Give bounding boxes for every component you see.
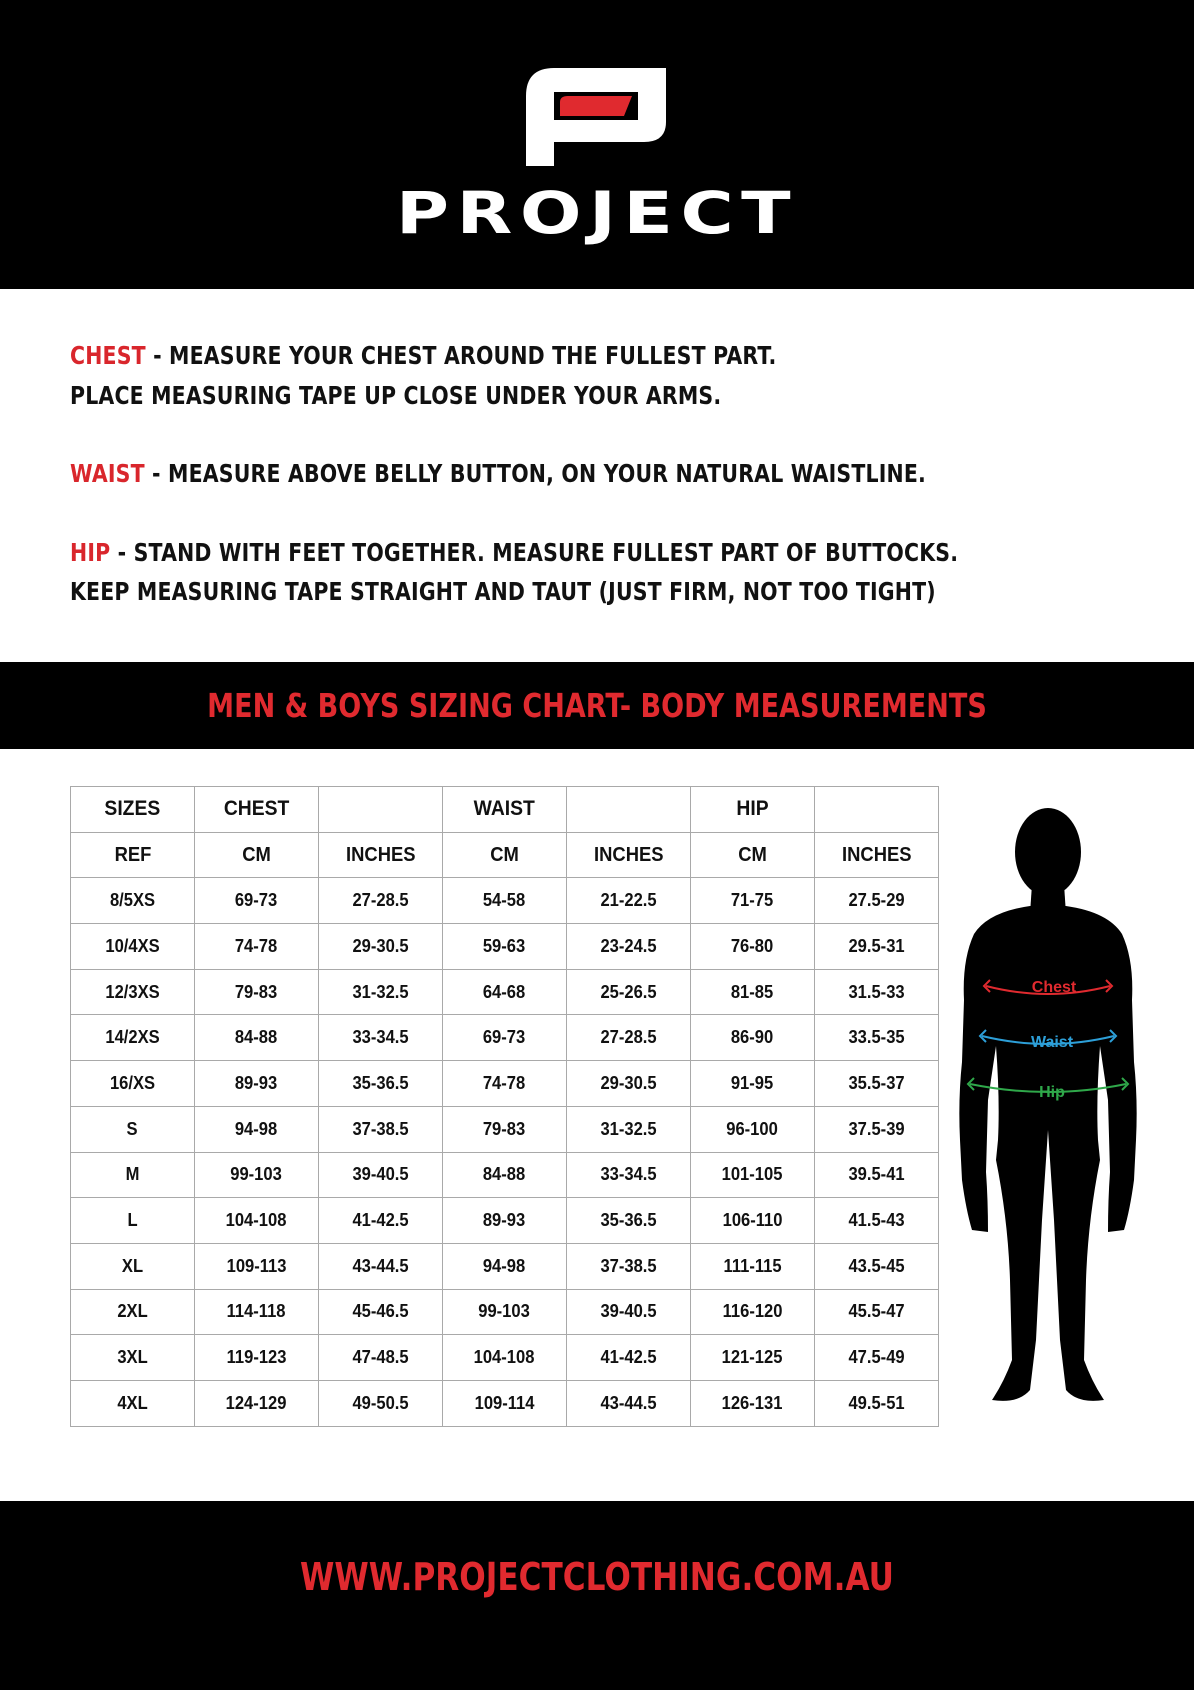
project-logo-icon — [520, 62, 672, 166]
cell-hip-cm: 111-115 — [691, 1243, 815, 1289]
cell-hip-inches: 49.5-51 — [815, 1380, 939, 1426]
cell-size: SIZES — [71, 787, 195, 833]
waist-instruction — [70, 454, 939, 494]
cell-size: XL — [71, 1243, 195, 1289]
cell-chest-cm: 124-129 — [195, 1380, 319, 1426]
cell-chest-cm: 89-93 — [195, 1061, 319, 1107]
cell-chest-cm: 109-113 — [195, 1243, 319, 1289]
cell-waist-inches: 31-32.5 — [567, 1106, 691, 1152]
cell-hip-cm: CM — [691, 832, 815, 878]
cell-hip-inches: 47.5-49 — [815, 1335, 939, 1381]
cell-hip-cm: 101-105 — [691, 1152, 815, 1198]
cell-chest-inches: 41-42.5 — [319, 1198, 443, 1244]
table-row — [71, 1335, 939, 1381]
cell-chest-inches: 27-28.5 — [319, 878, 443, 924]
hip-instruction-line2: KEEP MEASURING TAPE STRAIGHT AND TAUT (JUST FIRM, NOT TOO TIGHT) — [70, 577, 936, 606]
table-row — [71, 1243, 939, 1289]
table-row — [71, 1289, 939, 1335]
cell-chest-inches — [319, 787, 443, 833]
cell-size: L — [71, 1198, 195, 1244]
cell-hip-inches — [815, 787, 939, 833]
cell-hip-cm: 76-80 — [691, 924, 815, 970]
cell-chest-cm: 99-103 — [195, 1152, 319, 1198]
cell-waist-inches: 41-42.5 — [567, 1335, 691, 1381]
cell-hip-cm: 121-125 — [691, 1335, 815, 1381]
table-row — [71, 1152, 939, 1198]
cell-hip-cm: 106-110 — [691, 1198, 815, 1244]
cell-size: 16/XS — [71, 1061, 195, 1107]
figure-head — [1015, 808, 1081, 896]
cell-waist-inches: 33-34.5 — [567, 1152, 691, 1198]
measurement-instructions — [70, 336, 959, 612]
cell-size: 2XL — [71, 1289, 195, 1335]
cell-waist-cm: 109-114 — [443, 1380, 567, 1426]
chart-title-band — [0, 662, 1194, 749]
table-row — [71, 1198, 939, 1244]
table-row — [71, 1015, 939, 1061]
waist-term: WAIST — [70, 459, 145, 488]
cell-chest-cm: 79-83 — [195, 969, 319, 1015]
cell-waist-cm: 104-108 — [443, 1335, 567, 1381]
table-row — [71, 1106, 939, 1152]
cell-size: REF — [71, 832, 195, 878]
cell-chest-cm: 74-78 — [195, 924, 319, 970]
cell-waist-cm: WAIST — [443, 787, 567, 833]
cell-waist-cm: 54-58 — [443, 878, 567, 924]
cell-chest-cm: 94-98 — [195, 1106, 319, 1152]
cell-size: M — [71, 1152, 195, 1198]
cell-chest-cm: 69-73 — [195, 878, 319, 924]
cell-waist-inches: 25-26.5 — [567, 969, 691, 1015]
cell-hip-inches: 45.5-47 — [815, 1289, 939, 1335]
cell-hip-cm: 81-85 — [691, 969, 815, 1015]
hip-instruction — [70, 533, 959, 573]
hip-label: Hip — [1039, 1084, 1065, 1101]
cell-hip-inches: INCHES — [815, 832, 939, 878]
cell-hip-cm: 91-95 — [691, 1061, 815, 1107]
table-row — [71, 878, 939, 924]
cell-waist-inches: 23-24.5 — [567, 924, 691, 970]
chest-instruction-line2: PLACE MEASURING TAPE UP CLOSE UNDER YOUR ARMS. — [70, 380, 722, 410]
cell-waist-cm: 99-103 — [443, 1289, 567, 1335]
brand-wordmark: PROJECT — [395, 179, 799, 247]
cell-waist-inches: 37-38.5 — [567, 1243, 691, 1289]
cell-waist-inches: 27-28.5 — [567, 1015, 691, 1061]
hip-term: HIP — [70, 537, 111, 567]
table-header-row — [71, 787, 939, 833]
hip-text: - STAND WITH FEET TOGETHER. MEASURE FULLEST PART OF BUTTOCKS. — [110, 537, 959, 567]
cell-size: 12/3XS — [71, 969, 195, 1015]
cell-chest-inches: 29-30.5 — [319, 924, 443, 970]
cell-hip-cm: 126-131 — [691, 1380, 815, 1426]
cell-size: S — [71, 1106, 195, 1152]
cell-hip-inches: 39.5-41 — [815, 1152, 939, 1198]
cell-hip-inches: 43.5-45 — [815, 1243, 939, 1289]
header-band — [0, 0, 1194, 289]
cell-waist-cm: 79-83 — [443, 1106, 567, 1152]
cell-chest-inches: 49-50.5 — [319, 1380, 443, 1426]
cell-hip-inches: 35.5-37 — [815, 1061, 939, 1107]
table-row — [71, 1380, 939, 1426]
table-subheader-row — [71, 832, 939, 878]
table-row — [71, 924, 939, 970]
cell-hip-inches: 37.5-39 — [815, 1106, 939, 1152]
cell-hip-inches: 41.5-43 — [815, 1198, 939, 1244]
chest-label: Chest — [1031, 979, 1077, 996]
cell-chest-inches: 47-48.5 — [319, 1335, 443, 1381]
cell-hip-inches: 27.5-29 — [815, 878, 939, 924]
cell-chest-inches: 43-44.5 — [319, 1243, 443, 1289]
cell-waist-inches: 35-36.5 — [567, 1198, 691, 1244]
website-url-link[interactable]: WWW.PROJECTCLOTHING.COM.AU — [300, 1555, 894, 1599]
cell-size: 8/5XS — [71, 878, 195, 924]
waist-text: - MEASURE ABOVE BELLY BUTTON, ON YOUR NATURAL WAISTLINE. — [144, 459, 926, 488]
chest-instruction — [70, 336, 939, 376]
cell-waist-cm: 94-98 — [443, 1243, 567, 1289]
waist-label: Waist — [1030, 1034, 1074, 1051]
cell-waist-inches: 43-44.5 — [567, 1380, 691, 1426]
cell-chest-inches: 33-34.5 — [319, 1015, 443, 1061]
cell-waist-inches: INCHES — [567, 832, 691, 878]
cell-chest-cm: 119-123 — [195, 1335, 319, 1381]
cell-chest-inches: INCHES — [319, 832, 443, 878]
cell-hip-inches: 33.5-35 — [815, 1015, 939, 1061]
cell-waist-cm: 84-88 — [443, 1152, 567, 1198]
cell-size: 10/4XS — [71, 924, 195, 970]
cell-size: 4XL — [71, 1380, 195, 1426]
table-row — [71, 1061, 939, 1107]
cell-waist-cm: 64-68 — [443, 969, 567, 1015]
cell-hip-inches: 29.5-31 — [815, 924, 939, 970]
cell-waist-cm: 74-78 — [443, 1061, 567, 1107]
cell-chest-inches: 39-40.5 — [319, 1152, 443, 1198]
cell-waist-inches: 21-22.5 — [567, 878, 691, 924]
cell-hip-cm: 86-90 — [691, 1015, 815, 1061]
cell-waist-cm: 59-63 — [443, 924, 567, 970]
cell-chest-inches: 31-32.5 — [319, 969, 443, 1015]
footer-band — [0, 1501, 1194, 1690]
cell-chest-cm: 114-118 — [195, 1289, 319, 1335]
cell-hip-inches: 31.5-33 — [815, 969, 939, 1015]
cell-chest-inches: 45-46.5 — [319, 1289, 443, 1335]
cell-hip-cm: 116-120 — [691, 1289, 815, 1335]
cell-waist-inches: 39-40.5 — [567, 1289, 691, 1335]
cell-chest-inches: 37-38.5 — [319, 1106, 443, 1152]
cell-chest-inches: 35-36.5 — [319, 1061, 443, 1107]
cell-chest-cm: 104-108 — [195, 1198, 319, 1244]
cell-waist-inches: 29-30.5 — [567, 1061, 691, 1107]
cell-waist-cm: CM — [443, 832, 567, 878]
cell-chest-cm: 84-88 — [195, 1015, 319, 1061]
cell-hip-cm: 71-75 — [691, 878, 815, 924]
cell-size: 14/2XS — [71, 1015, 195, 1061]
chest-term: CHEST — [70, 341, 146, 370]
cell-waist-cm: 69-73 — [443, 1015, 567, 1061]
cell-chest-cm: CHEST — [195, 787, 319, 833]
cell-hip-cm: 96-100 — [691, 1106, 815, 1152]
cell-waist-inches — [567, 787, 691, 833]
sizing-table — [70, 786, 939, 1427]
cell-hip-cm: HIP — [691, 787, 815, 833]
cell-chest-cm: CM — [195, 832, 319, 878]
cell-size: 3XL — [71, 1335, 195, 1381]
body-silhouette-figure — [948, 800, 1148, 1420]
cell-waist-cm: 89-93 — [443, 1198, 567, 1244]
chart-title: MEN & BOYS SIZING CHART- BODY MEASUREMENTS — [207, 686, 987, 725]
chest-text: - MEASURE YOUR CHEST AROUND THE FULLEST PART. — [145, 341, 777, 370]
table-row — [71, 969, 939, 1015]
